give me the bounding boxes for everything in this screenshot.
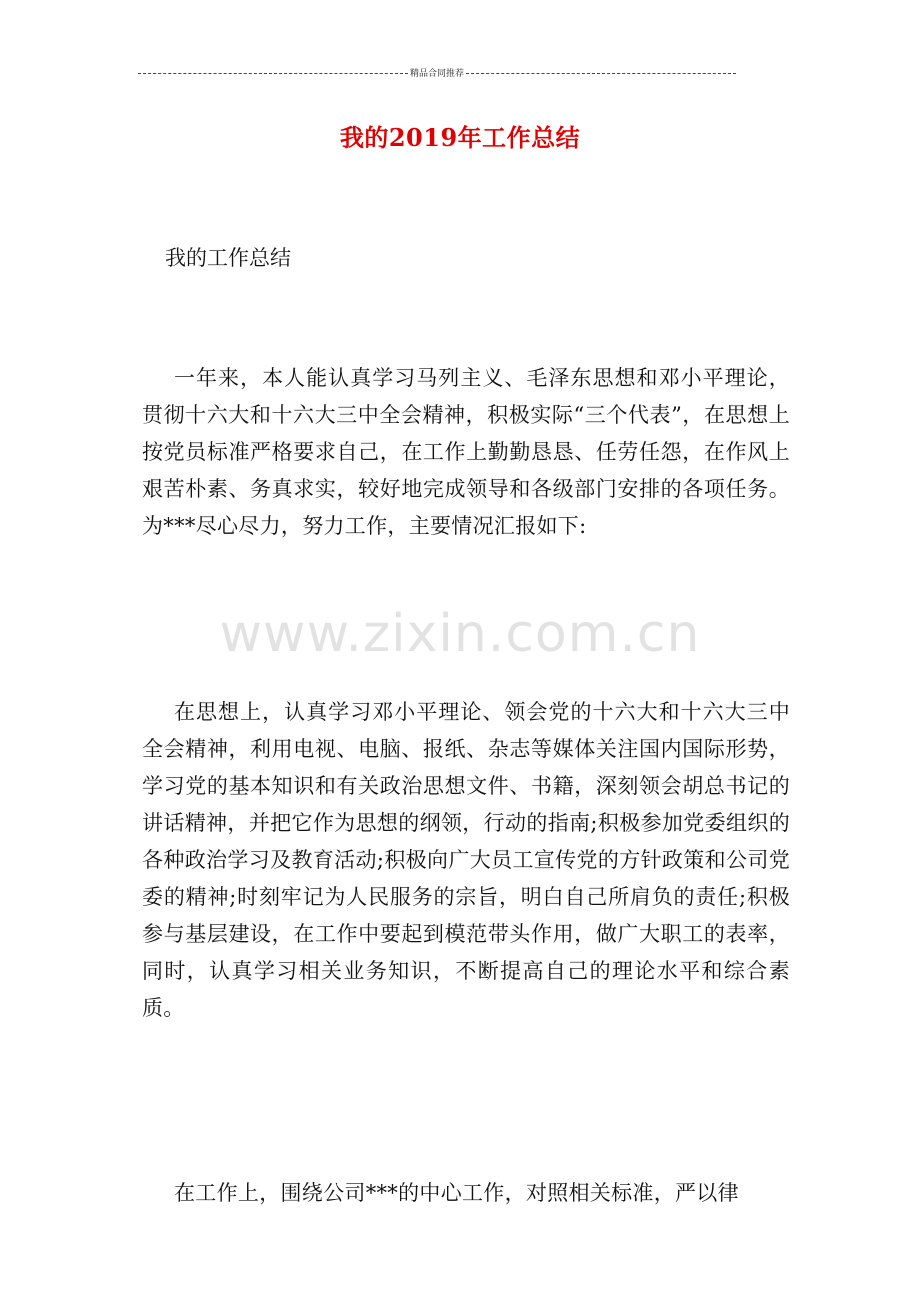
paragraph-1: 一年来，本人能认真学习马列主义、毛泽东思想和邓小平理论，贯彻十六大和十六大三中全会精神，积极实际“三个代表”，在思想上按党员标准严格要求自己，在工作上勤勤恳恳、任劳任怨，在作风上艰苦朴素、务真求实，较好地完成领导和各级部门安排的各项任务。为***尽心尽力，努力工作，主要情况汇报如下: [142, 366, 790, 538]
header-label: 精品合同推荐 [410, 69, 465, 79]
paragraph-2: 在思想上，认真学习邓小平理论、领会党的十六大和十六大三中全会精神，利用电视、电脑、报纸、杂志等媒体关注国内国际形势，学习党的基本知识和有关政治思想文件、书籍，深刻领会胡总书记的讲话精神，并把它作为思想的纲领，行动的指南;积极参加党委组织的各种政治学习及教育活动;积极向广大员工宣传党的方针政策和公司党委的精神;时刻牢记为人民服务的宗旨，明白自己所肩负的责任;积极参与基层建设，在工作中要起到模范带头作用，做广大职工的表率，同时，认真学习相关业务知识，不断提高自己的理论水平和综合素质。 [142, 700, 790, 1020]
header-rule [138, 66, 736, 79]
header-dash-right [466, 73, 736, 74]
paragraph-3: 在工作上，围绕公司***的中心工作，对照相关标准，严以律 [174, 1181, 739, 1205]
document-title: 我的2019年工作总结 [339, 123, 581, 152]
watermark-text: www.zixin.com.cn [219, 604, 701, 664]
document-subheading: 我的工作总结 [165, 246, 291, 270]
header-dash-left [138, 73, 408, 74]
